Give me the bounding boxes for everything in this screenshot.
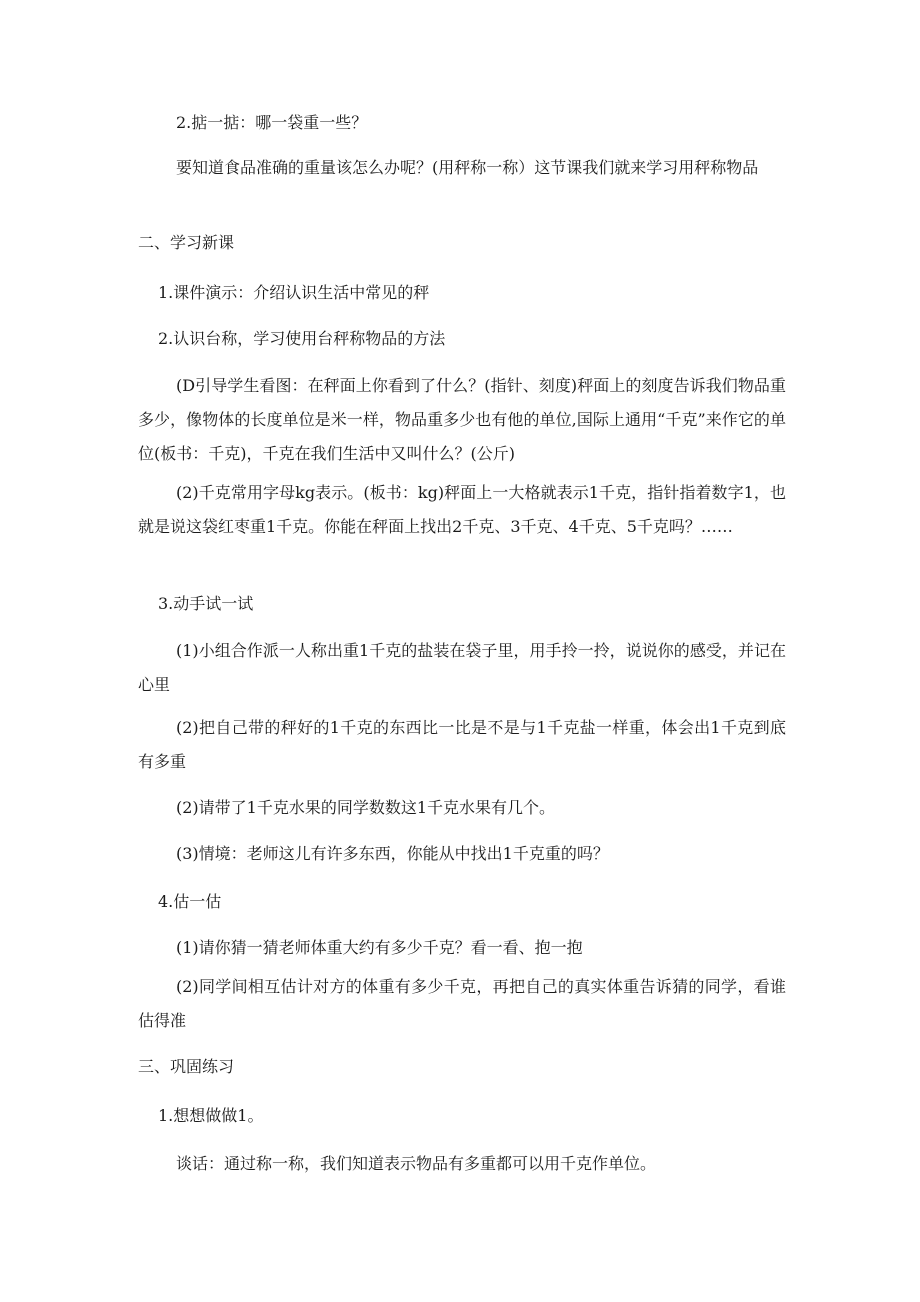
s2-item-4: 4.估一估 — [158, 892, 222, 911]
s2-item-4-paragraph-1: (1)请你猜一猜老师体重大约有多少千克？看一看、抱一抱 — [176, 938, 583, 957]
s2-item-2: 2.认识台称，学习使用台秤称物品的方法 — [158, 329, 446, 348]
s2-item-1: 1.课件演示：介绍认识生活中常见的秤 — [158, 283, 430, 302]
s3-item-1: 1.想想做做1。 — [158, 1106, 264, 1125]
s2-item-3: 3.动手试一试 — [158, 594, 254, 613]
s2-item-3-paragraph-4: (3)情境：老师这儿有许多东西，你能从中找出1千克重的吗？ — [176, 844, 609, 863]
section-heading-2: 二、学习新课 — [138, 233, 235, 252]
s2-item-3-paragraph-3: (2)请带了1千克水果的同学数数这1千克水果有几个。 — [176, 798, 556, 817]
s2-item-3-paragraph-1: (1)小组合作派一人称出重1千克的盐装在袋子里，用手拎一拎，说说你的感受，并记在心里 — [138, 641, 786, 694]
weigh-bags-line: 2.掂一掂：哪一袋重一些？ — [176, 113, 368, 132]
s3-talk-line: 谈话：通过称一称，我们知道表示物品有多重都可以用千克作单位。 — [176, 1154, 657, 1173]
s2-item-3-paragraph-2: (2)把自己带的秤好的1千克的东西比一比是不是与1千克盐一样重，体会出1千克到底有多重 — [138, 718, 786, 771]
intro-paragraph: 要知道食品准确的重量该怎么办呢？(用秤称一称）这节课我们就来学习用秤称物品 — [176, 158, 759, 177]
section-heading-3: 三、巩固练习 — [138, 1057, 235, 1076]
s2-item-2-paragraph-2: (2)千克常用字母kg表示。(板书：kg)秤面上一大格就表示1千克，指针指着数字1，也就是说这袋红枣重1千克。你能在秤面上找出2千克、3千克、4千克、5千克吗？…… — [138, 483, 786, 536]
s2-item-2-paragraph-1: (D引导学生看图：在秤面上你看到了什么？(指针、刻度)秤面上的刻度告诉我们物品重多少，像物体的长度单位是米一样，物品重多少也有他的单位,国际上通用“千克”来作它的单位(板书：千克)，千克在我们生活中又叫什么？(公斤) — [138, 376, 786, 463]
s2-item-4-paragraph-2: (2)同学间相互估计对方的体重有多少千克，再把自己的真实体重告诉猜的同学，看谁估得准 — [138, 977, 786, 1030]
